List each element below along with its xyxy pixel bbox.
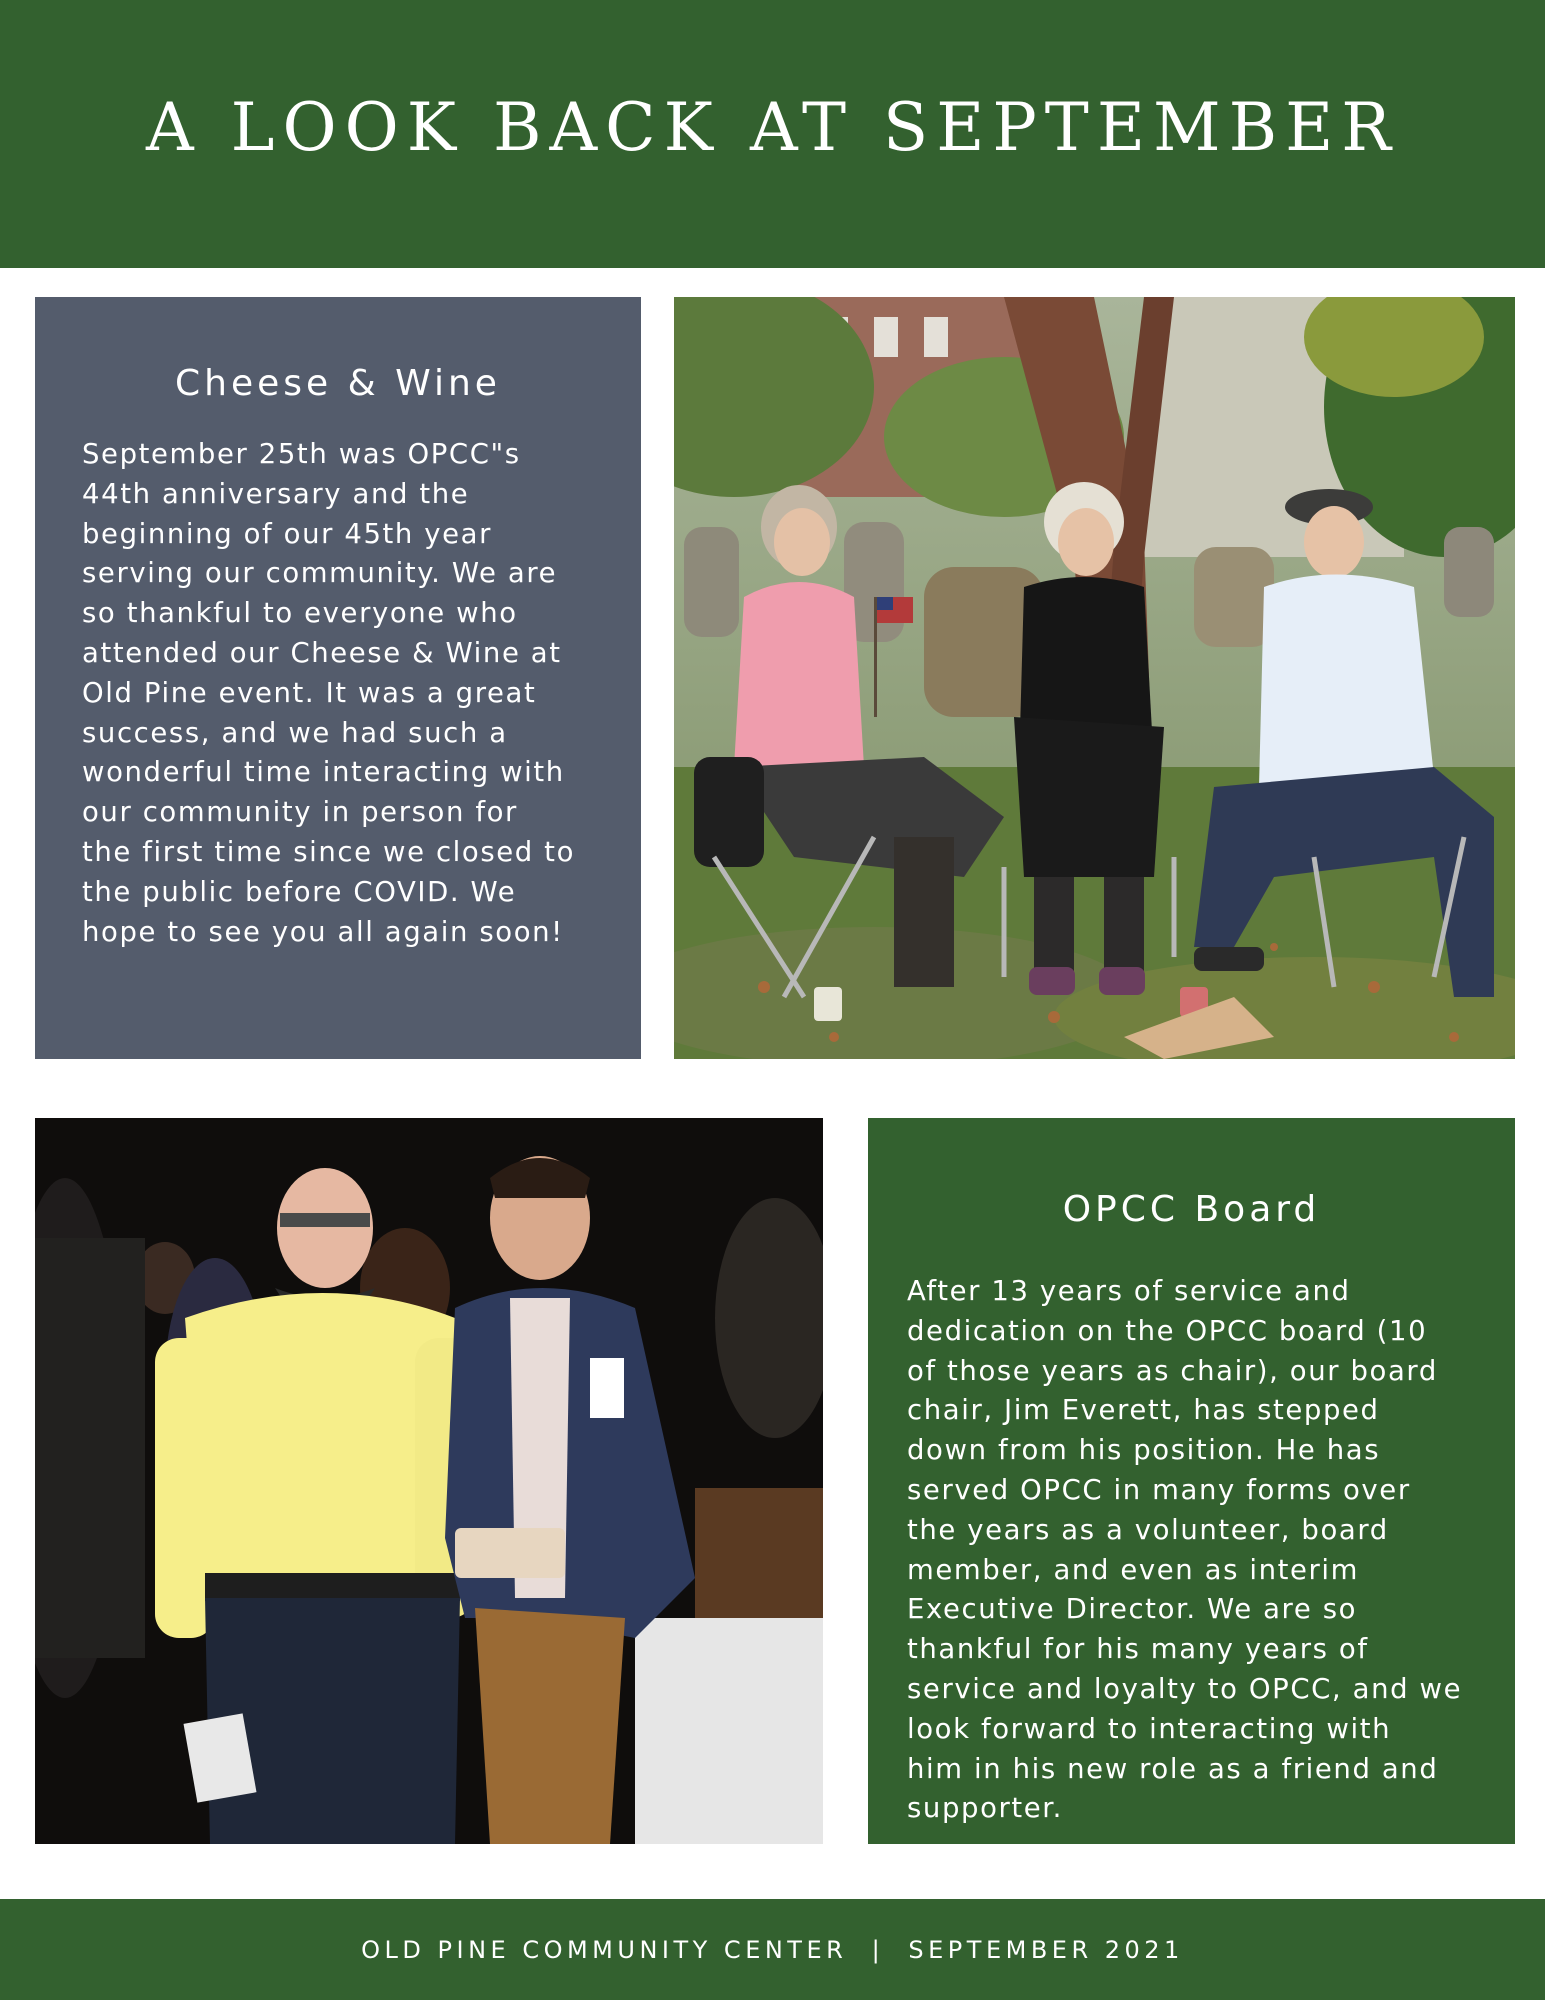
body-line: hope to see you all again soon! [82,915,564,948]
page-header [0,0,1545,268]
cheese-wine-title: Cheese & Wine [175,363,501,404]
body-line: our community in person for [82,796,518,829]
body-line: down from his position. He has [907,1434,1381,1467]
body-line: Executive Director. We are so [907,1593,1358,1626]
body-line: Old Pine event. It was a great [82,676,537,709]
body-line: thankful for his many years of [907,1633,1369,1666]
body-line: dedication on the OPCC board (10 [907,1314,1428,1347]
body-line: supporter. [907,1792,1064,1825]
page-footer [0,1899,1545,2000]
body-line: beginning of our 45th year [82,517,493,550]
body-line: of those years as chair), our board [907,1354,1438,1387]
two-men-night-event-image [35,1118,823,1844]
body-line: success, and we had such a [82,716,508,749]
board-photo [35,1118,823,1844]
body-line: September 25th was OPCC"s [82,438,521,470]
page-title: A LOOK BACK AT SEPTEMBER [146,88,1399,166]
opcc-board-title: OPCC Board [1062,1189,1321,1230]
body-line: him in his new role as a friend and [907,1752,1439,1785]
body-line: service and loyalty to OPCC, and we [907,1672,1463,1705]
body-line: the first time since we closed to [82,835,575,868]
footer-text: OLD PINE COMMUNITY CENTER | SEPTEMBER 2021 [361,1935,1184,1964]
body-line: chair, Jim Everett, has stepped [907,1394,1380,1427]
garden-seated-guests-image [674,297,1515,1059]
body-line: After 13 years of service and [907,1275,1351,1307]
body-line: serving our community. We are [82,557,558,590]
body-line: the years as a volunteer, board [907,1513,1389,1546]
body-line: served OPCC in many forms over [907,1473,1411,1506]
body-line: wonderful time interacting with [82,756,565,789]
body-line: member, and even as interim [907,1553,1360,1586]
cheese-wine-panel [35,297,641,1059]
body-line: the public before COVID. We [82,875,517,908]
cheese-wine-photo [674,297,1515,1059]
cheese-wine-body [82,435,612,952]
body-line: 44th anniversary and the [82,477,470,510]
opcc-board-body [907,1272,1497,1829]
body-line: attended our Cheese & Wine at [82,636,562,669]
opcc-board-panel [868,1118,1515,1844]
body-line: so thankful to everyone who [82,597,518,630]
body-line: look forward to interacting with [907,1712,1392,1745]
